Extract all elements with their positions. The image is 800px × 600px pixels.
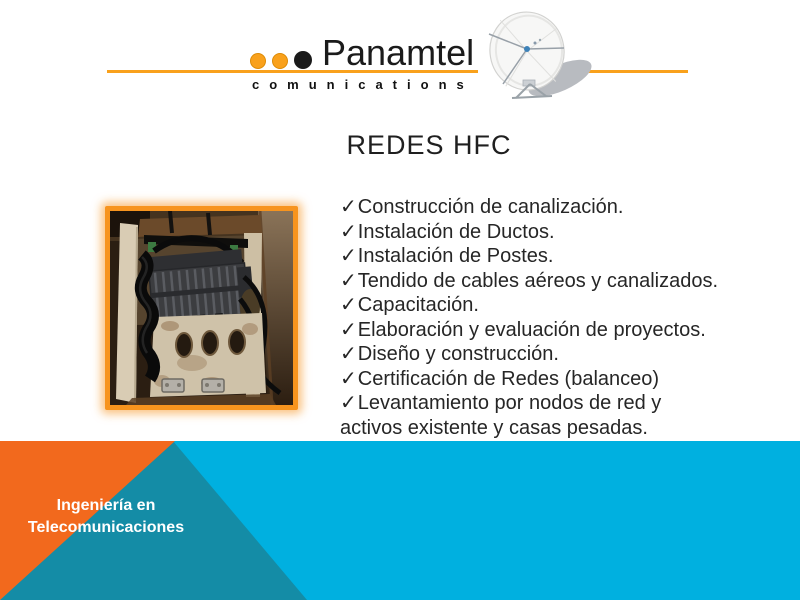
service-line: ✓Elaboración y evaluación de proyectos.: [340, 318, 706, 341]
logo-dot-orange-1: [250, 53, 266, 69]
vault-photo: [105, 206, 298, 410]
check-icon: ✓: [340, 318, 357, 341]
service-line: ✓Construcción de canalización.: [340, 196, 624, 218]
logo-brand-text: Panamtel: [322, 32, 475, 73]
footer-caption-line2: Telecomunicaciones: [27, 519, 185, 536]
service-line: ✓Instalación de Postes.: [340, 245, 554, 267]
slide-title: REDES HFC: [346, 130, 512, 160]
check-icon: ✓: [340, 269, 357, 292]
footer-caption-line1: Ingeniería en: [56, 497, 156, 514]
logo-subtitle-text: comunications: [252, 77, 474, 92]
service-line: ✓Certificación de Redes (balanceo): [340, 367, 660, 390]
service-line: ✓Tendido de cables aéreos y canalizados.: [340, 269, 718, 292]
service-line: activos existente y casas pesadas.: [340, 416, 648, 439]
vault-photo-illustration: [110, 211, 293, 405]
check-icon: ✓: [340, 392, 357, 414]
service-line: ✓Capacitación.: [340, 294, 479, 316]
service-line: ✓Diseño y construcción.: [340, 343, 559, 365]
check-icon: ✓: [340, 367, 357, 390]
services-list: [340, 195, 785, 440]
check-icon: ✓: [340, 294, 357, 316]
check-icon: ✓: [340, 245, 357, 267]
check-icon: ✓: [340, 196, 357, 218]
logo-dot-orange-2: [272, 53, 288, 69]
satellite-dish-icon: [478, 4, 601, 104]
logo-dot-black: [294, 51, 312, 69]
check-icon: ✓: [340, 220, 357, 243]
service-line: ✓Levantamiento por nodos de red y: [340, 392, 662, 414]
check-icon: ✓: [340, 343, 357, 365]
footer-caption: [0, 495, 212, 539]
service-line: ✓Instalación de Ductos.: [340, 220, 555, 243]
